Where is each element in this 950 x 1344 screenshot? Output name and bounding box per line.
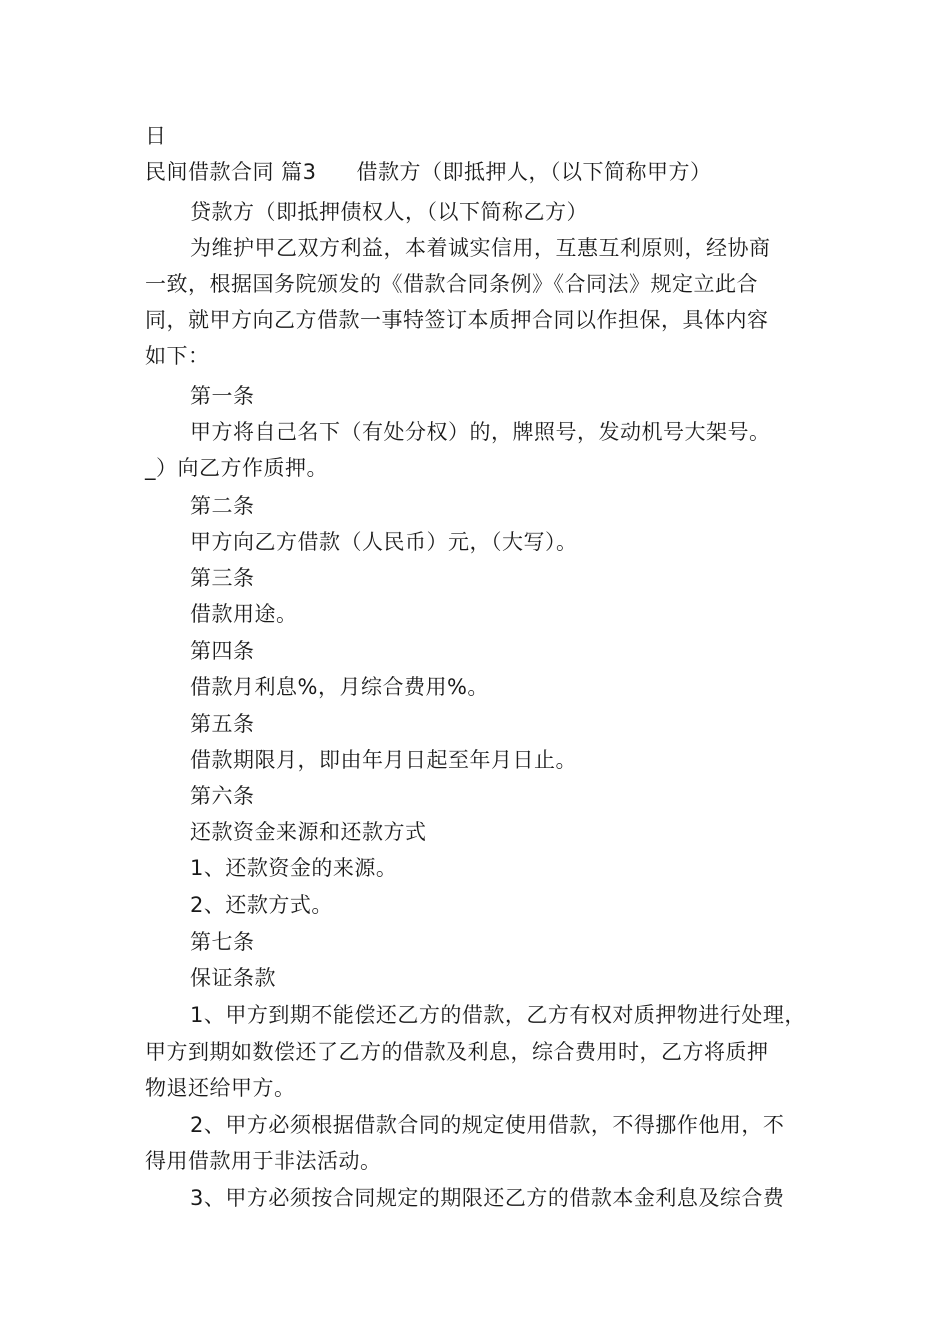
article-heading: 第四条: [190, 639, 255, 663]
article-heading: 第六条: [190, 784, 255, 808]
paragraph-line: 甲方将自己名下（有处分权）的，牌照号，发动机号大架号。: [190, 420, 771, 444]
document-title: 民间借款合同 篇3: [145, 160, 317, 184]
paragraph-line: 得用借款用于非法活动。: [145, 1149, 382, 1173]
paragraph-line: 借款月利息%，月综合费用%。: [190, 675, 489, 699]
paragraph-line: 3、甲方必须按合同规定的期限还乙方的借款本金利息及综合费: [190, 1186, 785, 1210]
paragraph-line: 借款用途。: [190, 602, 298, 626]
text-line: 日: [145, 124, 167, 148]
paragraph-line: 同，就甲方向乙方借款一事特签订本质押合同以作担保，具体内容: [145, 308, 769, 332]
paragraph-line: _）向乙方作质押。: [145, 456, 328, 480]
paragraph-line: 1、还款资金的来源。: [190, 856, 398, 880]
title-line: [145, 157, 712, 187]
paragraph-line: 为维护甲乙双方利益，本着诚实信用，互惠互利原则，经协商: [190, 236, 771, 260]
article-heading: 第一条: [190, 384, 255, 408]
article-heading: 第三条: [190, 566, 255, 590]
paragraph-line: 物退还给甲方。: [145, 1076, 296, 1100]
article-heading: 第二条: [190, 494, 255, 518]
paragraph-line: 如下：: [145, 344, 210, 368]
paragraph-line: 一致，根据国务院颁发的《借款合同条例》《合同法》规定立此合: [145, 272, 758, 296]
paragraph-line: 2、还款方式。: [190, 893, 333, 917]
paragraph-line: 保证条款: [190, 966, 276, 990]
lender-line: 贷款方（即抵押债权人，（以下简称乙方）: [190, 200, 588, 224]
paragraph-line: 借款期限月，即由年月日起至年月日止。: [190, 748, 577, 772]
paragraph-line: 1、甲方到期不能偿还乙方的借款，乙方有权对质押物进行处理，: [190, 1003, 806, 1027]
paragraph-line: 还款资金来源和还款方式: [190, 820, 427, 844]
borrower-line: 借款方（即抵押人，（以下简称甲方）: [356, 160, 712, 184]
paragraph-line: 2、甲方必须根据借款合同的规定使用借款，不得挪作他用，不: [190, 1113, 785, 1137]
article-heading: 第五条: [190, 712, 255, 736]
paragraph-line: 甲方到期如数偿还了乙方的借款及利息，综合费用时，乙方将质押: [145, 1040, 769, 1064]
paragraph-line: 甲方向乙方借款（人民币）元，（大写）。: [190, 530, 578, 554]
article-heading: 第七条: [190, 930, 255, 954]
